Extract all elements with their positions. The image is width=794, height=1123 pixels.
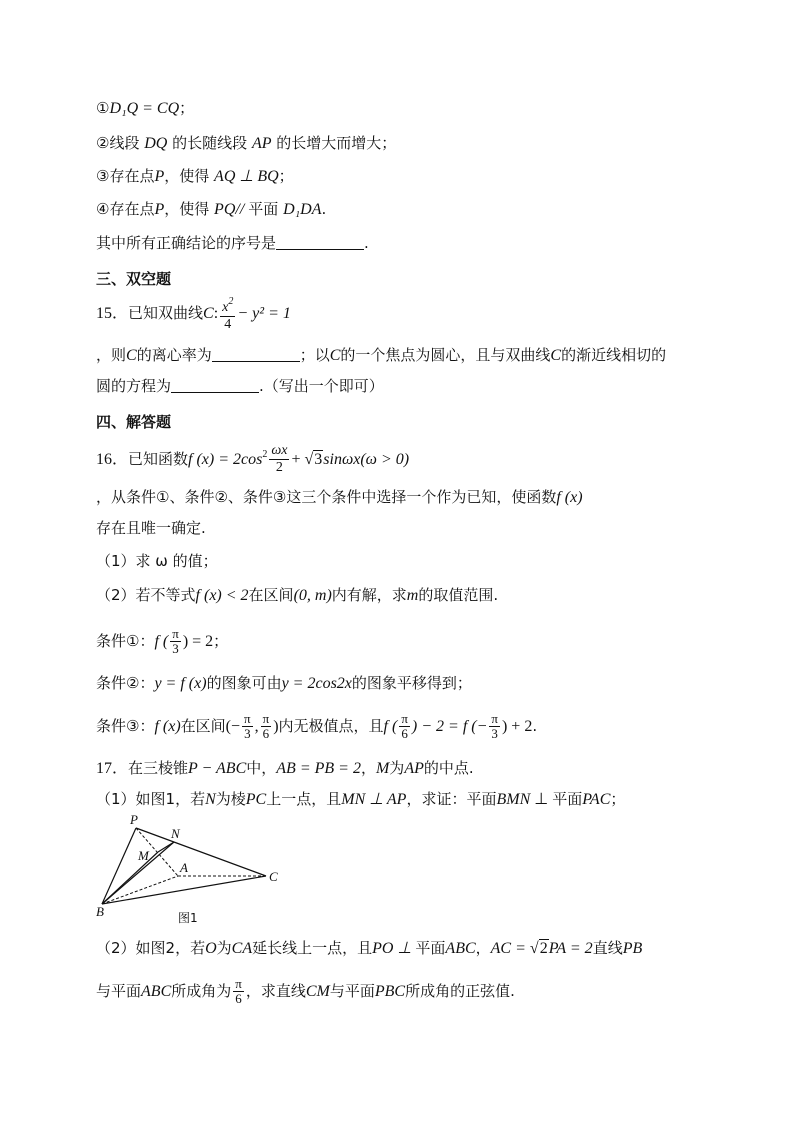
math-expr: m bbox=[406, 587, 419, 604]
math-expr: ABC bbox=[445, 940, 476, 957]
math-expr: PQ// bbox=[214, 201, 249, 218]
text: ；以 bbox=[299, 346, 330, 364]
math-expr: − y² = 1 bbox=[237, 305, 291, 322]
text: 线段 bbox=[109, 134, 140, 152]
question-16-part2 bbox=[96, 584, 498, 607]
question-number: 15． bbox=[96, 305, 129, 322]
text: 平面 bbox=[248, 200, 279, 218]
math-expr: AQ ⊥ BQ bbox=[214, 168, 279, 185]
exponent: 2 bbox=[228, 296, 234, 307]
segment-MN bbox=[158, 842, 174, 852]
math-expr: f (x) bbox=[154, 718, 181, 735]
denominator: 6 bbox=[401, 726, 408, 741]
text: 的图象平移得到； bbox=[351, 674, 472, 692]
math-expr: AP bbox=[251, 135, 272, 152]
math-expr: P bbox=[154, 168, 165, 185]
text: 与平面 bbox=[96, 982, 142, 1000]
math-expr: BMN bbox=[496, 791, 531, 808]
text: 与平面 bbox=[329, 982, 375, 1000]
math-expr: ) = 2 bbox=[182, 633, 214, 650]
sqrt-radicand: 3 bbox=[314, 451, 323, 468]
question-14-ask bbox=[96, 232, 369, 254]
text: 平面 bbox=[552, 790, 583, 808]
math-expr: + bbox=[291, 451, 305, 468]
condition-label: 条件②： bbox=[96, 674, 155, 692]
text: 平面 bbox=[415, 939, 446, 957]
text: 的长随线段 bbox=[172, 134, 248, 152]
math-expr: ⊥ bbox=[530, 791, 553, 808]
text: 的取值范围. bbox=[418, 586, 499, 604]
question-15-line2 bbox=[96, 344, 666, 367]
figure-1-pyramid bbox=[96, 812, 296, 928]
denominator: 3 bbox=[172, 641, 179, 656]
fraction bbox=[170, 627, 181, 656]
edge-PB bbox=[102, 828, 136, 904]
question-15 bbox=[96, 294, 291, 333]
question-15-line3 bbox=[96, 375, 384, 397]
denominator: 4 bbox=[224, 317, 232, 332]
fraction bbox=[220, 294, 235, 333]
math-expr: MN ⊥ AP bbox=[341, 791, 407, 808]
math-expr: (− bbox=[225, 718, 241, 735]
text: 为 bbox=[216, 939, 232, 957]
circled-number: ① bbox=[96, 99, 110, 117]
denominator: 6 bbox=[235, 991, 242, 1006]
text: 其中所有正确结论的序号是 bbox=[96, 234, 277, 252]
text: 在三棱锥 bbox=[128, 759, 189, 777]
math-expr: ) − 2 = f (− bbox=[411, 718, 488, 735]
circled-number: ② bbox=[96, 134, 110, 152]
math-expr: : bbox=[213, 305, 219, 322]
punct: . bbox=[321, 200, 327, 218]
punct: ， bbox=[360, 759, 376, 777]
edge-BA-hidden bbox=[102, 876, 178, 904]
punct: . bbox=[364, 234, 369, 252]
math-expr: AP bbox=[404, 760, 424, 777]
math-expr: sinωx(ω > 0) bbox=[323, 451, 410, 468]
math-expr: (0, m) bbox=[293, 587, 332, 604]
condition-2 bbox=[96, 672, 472, 695]
text: 的中点. bbox=[423, 759, 474, 777]
math-expr: N bbox=[205, 791, 216, 808]
label-A: A bbox=[180, 860, 188, 875]
label-B: B bbox=[96, 904, 104, 919]
numerator: ωx bbox=[271, 443, 288, 458]
section-heading-3: 三、双空题 bbox=[96, 270, 172, 288]
text: （1）如图1，若 bbox=[96, 790, 206, 808]
text: ，使得 bbox=[164, 200, 210, 218]
question-number: 17． bbox=[96, 760, 129, 777]
math-expr: PAC bbox=[582, 791, 611, 808]
math-expr: AC = bbox=[490, 940, 530, 957]
math-expr: C bbox=[126, 347, 137, 364]
math-expr: CA bbox=[231, 940, 253, 957]
label-C: C bbox=[269, 869, 278, 884]
math-expr: CM bbox=[305, 983, 330, 1000]
math-expr: C bbox=[203, 305, 214, 322]
text: 内无极值点，且 bbox=[278, 717, 384, 735]
question-16-line3: 存在且唯一确定. bbox=[96, 519, 206, 537]
punct: ； bbox=[213, 632, 229, 650]
math-expr: P bbox=[154, 201, 165, 218]
condition-3 bbox=[96, 707, 537, 746]
circled-number: ④ bbox=[96, 200, 110, 218]
math-expr: PB bbox=[622, 940, 643, 957]
condition-label: 条件①： bbox=[96, 632, 155, 650]
label-P: P bbox=[130, 812, 138, 827]
question-17-part2-line2 bbox=[96, 972, 515, 1011]
math-expr: AB = PB = 2 bbox=[276, 760, 361, 777]
denominator: 2 bbox=[275, 460, 283, 475]
exponent: 2 bbox=[262, 449, 268, 460]
section-heading-4: 四、解答题 bbox=[96, 413, 172, 431]
answer-blank[interactable] bbox=[171, 376, 259, 393]
question-17-part1 bbox=[96, 788, 625, 811]
math-expr: f (x) < 2 bbox=[195, 587, 249, 604]
math-expr: DQ bbox=[144, 135, 168, 152]
math-expr: ABC bbox=[141, 983, 172, 1000]
label-M: M bbox=[138, 848, 149, 863]
numerator: π bbox=[491, 711, 498, 726]
math-expr: y = 2cos2x bbox=[281, 675, 352, 692]
numerator: π bbox=[262, 711, 270, 726]
label-N: N bbox=[171, 826, 180, 841]
text: 直线 bbox=[592, 939, 623, 957]
punct: ， bbox=[475, 939, 491, 957]
text: 为棱 bbox=[215, 790, 246, 808]
question-17-part2: （2）如图2，若O为CA延长线上一点，且PO ⊥ 平面ABC，AC = √2PA = 2直线PB bbox=[96, 939, 643, 957]
math-expr: C bbox=[550, 347, 562, 364]
text: 的图象可由 bbox=[206, 674, 282, 692]
sqrt-radicand: 2 bbox=[539, 940, 548, 957]
question-17 bbox=[96, 757, 474, 780]
text: 的渐近线相切的 bbox=[561, 346, 667, 364]
text: （2）若不等式 bbox=[96, 586, 196, 604]
punct: ； bbox=[610, 790, 626, 808]
text: 的离心率为 bbox=[136, 346, 212, 364]
condition-1 bbox=[96, 622, 228, 661]
text: ，则 bbox=[96, 346, 127, 364]
fraction bbox=[261, 712, 272, 741]
fraction bbox=[269, 443, 289, 476]
conclusion-4 bbox=[96, 198, 326, 221]
text: （2）如图2，若 bbox=[96, 939, 206, 957]
text: 中， bbox=[246, 759, 277, 777]
conclusion-2 bbox=[96, 132, 396, 155]
question-16-line2 bbox=[96, 486, 583, 509]
text: 上一点，且 bbox=[266, 790, 342, 808]
text: 延长线上一点，且 bbox=[252, 939, 373, 957]
text: 为 bbox=[389, 759, 405, 777]
math-expr: PO ⊥ bbox=[372, 940, 416, 957]
punct: ； bbox=[179, 99, 195, 117]
math-expr: y = f (x) bbox=[154, 675, 207, 692]
numerator: x bbox=[222, 300, 229, 315]
fraction bbox=[233, 977, 244, 1006]
answer-blank[interactable] bbox=[212, 345, 300, 362]
punct: . bbox=[532, 717, 538, 735]
math-expr: M bbox=[375, 760, 390, 777]
text: 在区间 bbox=[248, 586, 294, 604]
text: 存在点 bbox=[109, 167, 155, 185]
math-expr: O bbox=[205, 940, 217, 957]
text: 的一个焦点为圆心，且与双曲线 bbox=[340, 346, 551, 364]
math-expr: D₁Q = CQ bbox=[109, 100, 180, 117]
math-expr: PA = 2 bbox=[548, 940, 593, 957]
question-16: 16．已知函数f $(x) = 2\cos^2$ $\frac{\omega x}{2}$ + √3sinωx(ω > 0) bbox=[96, 443, 410, 475]
math-expr: ) bbox=[273, 718, 279, 735]
math-expr: PC bbox=[245, 791, 267, 808]
math-expr: ) + 2 bbox=[501, 718, 533, 735]
math-expr: f (x) = 2cos bbox=[188, 451, 263, 468]
numerator: π bbox=[244, 711, 251, 726]
math-expr: P − ABC bbox=[188, 760, 247, 777]
text: .（写出一个即可） bbox=[259, 377, 384, 395]
text: 存在点 bbox=[109, 200, 155, 218]
text: 内有解，求 bbox=[331, 586, 407, 604]
math-expr: f ( bbox=[383, 718, 398, 735]
text: 已知函数 bbox=[128, 450, 189, 468]
answer-blank[interactable] bbox=[276, 233, 364, 250]
math-expr: , bbox=[254, 718, 259, 735]
text: 已知双曲线 bbox=[128, 304, 204, 322]
text: 所成角为 bbox=[171, 982, 232, 1000]
denominator: 6 bbox=[262, 726, 270, 741]
punct: ； bbox=[278, 167, 294, 185]
text: ，从条件①、条件②、条件③这三个条件中选择一个作为已知，使函数 bbox=[96, 488, 557, 506]
text: ，求证：平面 bbox=[406, 790, 497, 808]
question-16-part1: （1）求 ω 的值； bbox=[96, 552, 218, 570]
text: 在区间 bbox=[180, 717, 226, 735]
text: ，使得 bbox=[164, 167, 210, 185]
circled-number: ③ bbox=[96, 167, 110, 185]
condition-label: 条件③： bbox=[96, 717, 155, 735]
text: ，求直线 bbox=[245, 982, 306, 1000]
conclusion-3 bbox=[96, 165, 294, 188]
figure-caption: 图1 bbox=[178, 911, 198, 925]
edge-BC bbox=[102, 876, 266, 904]
text: 圆的方程为 bbox=[96, 377, 172, 395]
numerator: π bbox=[401, 711, 408, 726]
denominator: 3 bbox=[244, 726, 251, 741]
numerator: π bbox=[172, 626, 179, 641]
fraction bbox=[399, 712, 410, 741]
math-expr: D₁DA bbox=[283, 201, 322, 218]
text: 所成角的正弦值. bbox=[405, 982, 515, 1000]
math-expr: f (x) bbox=[556, 489, 583, 506]
text: 的长增大而增大； bbox=[276, 134, 397, 152]
math-expr: PBC bbox=[374, 983, 406, 1000]
math-expr: C bbox=[329, 347, 341, 364]
conclusion-1 bbox=[96, 97, 194, 120]
fraction bbox=[489, 712, 500, 741]
edge-PC bbox=[136, 828, 266, 876]
fraction bbox=[242, 712, 253, 741]
math-expr: f ( bbox=[154, 633, 169, 650]
numerator: π bbox=[235, 976, 242, 991]
question-number: 16． bbox=[96, 451, 129, 468]
denominator: 3 bbox=[491, 726, 498, 741]
